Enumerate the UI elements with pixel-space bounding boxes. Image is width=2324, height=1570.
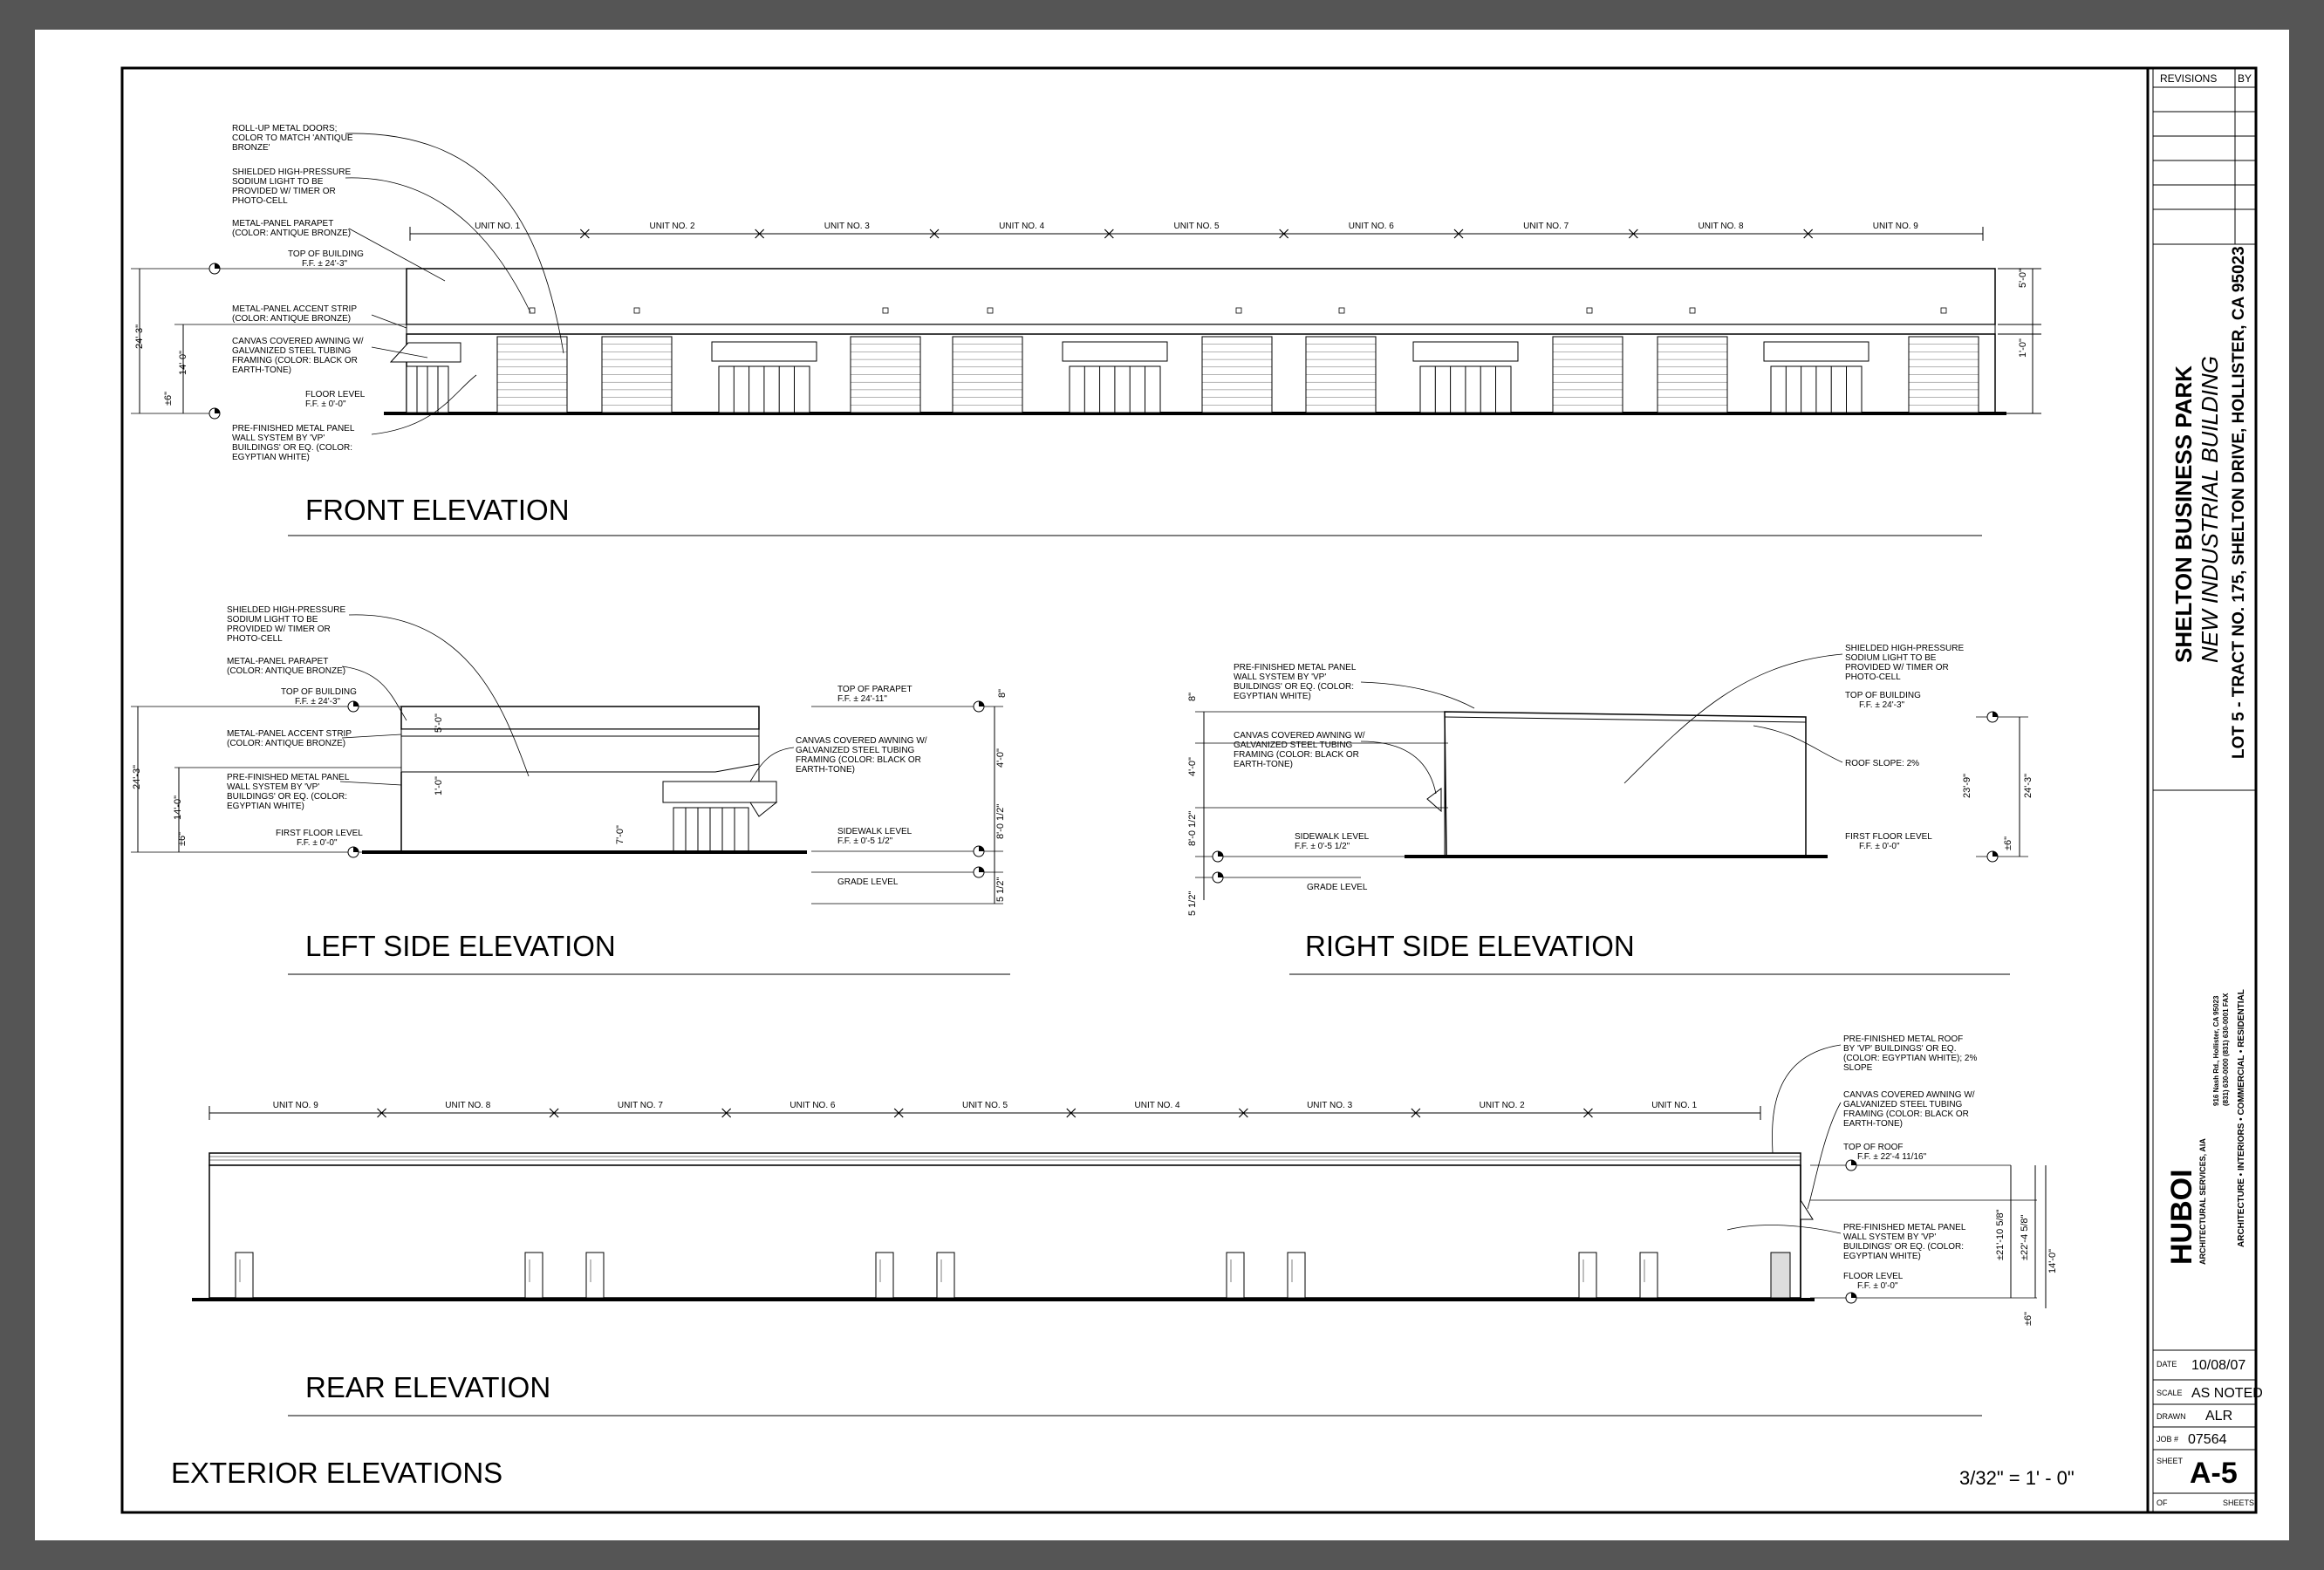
unit-label: UNIT NO. 3 (824, 222, 870, 231)
svg-text:TOP OF ROOF: TOP OF ROOF (1843, 1143, 1904, 1152)
svg-text:ROLL-UP METAL DOORS; (232, 124, 337, 133)
svg-text:SHIELDED HIGH-PRESSURE (232, 167, 351, 177)
svg-text:TOP OF BUILDING (288, 249, 364, 259)
note-wall-2: WALL SYSTEM BY 'VP' (232, 433, 325, 443)
svg-text:BUILDINGS' OR EQ. (COLOR:: BUILDINGS' OR EQ. (COLOR: (1843, 1242, 1965, 1252)
unit-label: UNIT NO. 1 (1651, 1101, 1698, 1110)
svg-text:F.F. ± 0'-5 1/2": F.F. ± 0'-5 1/2" (1295, 842, 1350, 851)
note-doors-3: BRONZE' (232, 143, 270, 153)
unit-label: UNIT NO. 2 (649, 222, 695, 231)
svg-text:WALL SYSTEM BY 'VP': WALL SYSTEM BY 'VP' (227, 782, 320, 792)
svg-text:GALVANIZED STEEL TUBING (232, 346, 352, 356)
drawn-label: DRAWN (2157, 1412, 2186, 1421)
svg-text:±6": ±6" (2003, 836, 2013, 850)
scale-label: SCALE (2157, 1389, 2183, 1397)
svg-text:7'-0": 7'-0" (615, 825, 625, 844)
svg-text:5 1/2": 5 1/2" (1187, 891, 1198, 916)
dim-24-3: 24'-3" (134, 324, 145, 349)
svg-text:TOP OF PARAPET: TOP OF PARAPET (837, 685, 913, 694)
firm-address: 916 Nash Rd., Hollister, CA 95023 (2212, 995, 2220, 1106)
svg-text:METAL-PANEL PARAPET: METAL-PANEL PARAPET (227, 657, 329, 666)
job-value: 07564 (2188, 1432, 2227, 1447)
svg-text:SODIUM LIGHT TO BE: SODIUM LIGHT TO BE (227, 615, 318, 625)
svg-text:GRADE LEVEL: GRADE LEVEL (1307, 883, 1368, 892)
note-wall-4: EGYPTIAN WHITE) (232, 453, 310, 462)
project-subtitle: NEW INDUSTRIAL BUILDING (2197, 355, 2223, 663)
unit-label: UNIT NO. 1 (475, 222, 521, 231)
revisions-by: BY (2238, 72, 2252, 85)
svg-text:1'-0": 1'-0" (434, 776, 444, 795)
svg-text:GALVANIZED STEEL TUBING: GALVANIZED STEEL TUBING (1843, 1100, 1963, 1109)
svg-text:FLOOR LEVEL: FLOOR LEVEL (1843, 1272, 1904, 1281)
date-value: 10/08/07 (2191, 1358, 2246, 1373)
svg-text:FRAMING (COLOR: BLACK OR: FRAMING (COLOR: BLACK OR (796, 755, 921, 765)
unit-label: UNIT NO. 7 (1523, 222, 1569, 231)
note-parapet-2: (COLOR: ANTIQUE BRONZE) (232, 229, 352, 238)
firm-phone: (831) 630-0000 (831) 630-0001 FAX (2222, 993, 2230, 1106)
note-awning-1: CANVAS COVERED AWNING W/ (232, 337, 364, 346)
svg-text:EARTH-TONE): EARTH-TONE) (1843, 1119, 1903, 1129)
svg-text:SODIUM LIGHT TO BE: SODIUM LIGHT TO BE (1845, 653, 1937, 663)
svg-text:4'-0": 4'-0" (995, 748, 1006, 768)
svg-text:PHOTO-CELL (232, 196, 288, 206)
note-awning-4: EARTH-TONE) (232, 365, 291, 375)
svg-text:SIDEWALK LEVEL: SIDEWALK LEVEL (1295, 832, 1370, 842)
svg-text:24'-3": 24'-3" (132, 764, 142, 789)
svg-text:±21'-10 5/8": ±21'-10 5/8" (1995, 1209, 2006, 1260)
svg-text:PHOTO-CELL: PHOTO-CELL (227, 634, 283, 644)
svg-text:EARTH-TONE): EARTH-TONE) (796, 765, 855, 775)
svg-text:F.F. ± 22'-4 11/16": F.F. ± 22'-4 11/16" (1857, 1152, 1927, 1162)
sheet-scale: 3/32" = 1' - 0" (1959, 1467, 2075, 1489)
svg-text:PRE-FINISHED METAL PANEL: PRE-FINISHED METAL PANEL (1234, 663, 1357, 672)
svg-text:8": 8" (997, 688, 1008, 698)
sheet-label: SHEET (2157, 1457, 2184, 1465)
svg-text:±22'-4 5/8": ±22'-4 5/8" (2020, 1214, 2030, 1260)
svg-text:4'-0": 4'-0" (1187, 757, 1198, 776)
note-doors-2: COLOR TO MATCH 'ANTIQUE (232, 133, 353, 143)
svg-text:14'-0": 14'-0" (173, 795, 183, 820)
note-accent-2: (COLOR: ANTIQUE BRONZE) (232, 314, 352, 324)
of-label: OF (2157, 1498, 2168, 1507)
svg-text:8": 8" (1187, 692, 1198, 701)
svg-text:F.F. ± 24'-3" (302, 259, 348, 269)
svg-text:±6": ±6" (2023, 1311, 2034, 1326)
svg-text:BRONZE' (232, 143, 270, 153)
date-label: DATE (2157, 1360, 2177, 1369)
svg-text:PROVIDED W/ TIMER OR: PROVIDED W/ TIMER OR (1845, 663, 1949, 672)
firm-disciplines: ARCHITECTURE • INTERIORS • COMMERCIAL • RESIDENTIAL (2237, 989, 2246, 1247)
svg-text:(COLOR: ANTIQUE BRONZE): (COLOR: ANTIQUE BRONZE) (227, 739, 346, 748)
svg-text:WALL SYSTEM BY 'VP': WALL SYSTEM BY 'VP' (1843, 1232, 1937, 1242)
svg-text:F.F. ± 24'-3": F.F. ± 24'-3" (295, 697, 341, 706)
svg-text:14'-0": 14'-0" (2047, 1248, 2058, 1273)
unit-label: UNIT NO. 3 (1307, 1101, 1353, 1110)
svg-text:FIRST FLOOR LEVEL: FIRST FLOOR LEVEL (1845, 832, 1932, 842)
svg-text:BUILDINGS' OR EQ. (COLOR:: BUILDINGS' OR EQ. (COLOR: (1234, 682, 1355, 692)
unit-label: UNIT NO. 7 (617, 1101, 663, 1110)
svg-text:SHIELDED HIGH-PRESSURE: SHIELDED HIGH-PRESSURE (227, 605, 346, 615)
svg-text:WALL SYSTEM BY 'VP' (232, 433, 325, 443)
right-elevation-title: RIGHT SIDE ELEVATION (1305, 930, 1635, 962)
left-side-elevation (131, 605, 1010, 974)
svg-text:F.F. ± 0'-0" (305, 399, 346, 409)
svg-text:F.F. ± 0'-0": F.F. ± 0'-0" (1859, 842, 1900, 851)
svg-text:METAL-PANEL PARAPET (232, 219, 333, 229)
svg-text:F.F. ± 0'-0": F.F. ± 0'-0" (297, 838, 338, 848)
front-elevation (131, 124, 2041, 536)
svg-text:PRE-FINISHED METAL PANEL: PRE-FINISHED METAL PANEL (227, 773, 350, 782)
svg-text:(COLOR: ANTIQUE BRONZE): (COLOR: ANTIQUE BRONZE) (227, 666, 346, 676)
unit-label: UNIT NO. 9 (272, 1101, 318, 1110)
sheet-number: A-5 (2190, 1457, 2238, 1490)
title-block (2153, 68, 2263, 1507)
svg-text:METAL-PANEL ACCENT STRIP: METAL-PANEL ACCENT STRIP (227, 729, 352, 739)
svg-text:FLOOR LEVEL (305, 390, 366, 399)
svg-text:SODIUM LIGHT TO BE (232, 177, 324, 187)
unit-label: UNIT NO. 6 (1348, 222, 1394, 231)
note-parapet-1: METAL-PANEL PARAPET (232, 219, 334, 229)
dim-6: ±6" (163, 391, 174, 406)
svg-text:F.F. ± 0'-0": F.F. ± 0'-0" (1857, 1281, 1898, 1291)
svg-text:ROOF SLOPE: 2%: ROOF SLOPE: 2% (1845, 759, 1920, 768)
svg-text:FIRST FLOOR LEVEL: FIRST FLOOR LEVEL (276, 829, 363, 838)
unit-label: UNIT NO. 5 (961, 1101, 1008, 1110)
scale-value: AS NOTED (2191, 1386, 2263, 1401)
svg-text:TOP OF BUILDING: TOP OF BUILDING (1845, 691, 1921, 700)
svg-text:EGYPTIAN WHITE) (232, 453, 310, 462)
note-doors-1: ROLL-UP METAL DOORS; (232, 124, 338, 133)
svg-text:GALVANIZED STEEL TUBING: GALVANIZED STEEL TUBING (1234, 741, 1353, 750)
svg-text:F.F. ± 24'-11": F.F. ± 24'-11" (837, 694, 887, 704)
project-address: LOT 5 - TRACT NO. 175, SHELTON DRIVE, HOLLISTER, CA 95023 (2230, 246, 2248, 759)
svg-text:5'-0": 5'-0" (434, 713, 444, 733)
svg-text:(COLOR: ANTIQUE BRONZE) (232, 314, 351, 324)
svg-text:PROVIDED W/ TIMER OR: PROVIDED W/ TIMER OR (227, 625, 331, 634)
left-elevation-title: LEFT SIDE ELEVATION (305, 930, 616, 962)
note-light-4: PHOTO-CELL (232, 196, 288, 206)
unit-label: UNIT NO. 4 (1134, 1101, 1180, 1110)
dim-14-0: 14'-0" (178, 350, 188, 375)
svg-text:24'-3": 24'-3" (2023, 773, 2034, 798)
svg-text:PRE-FINISHED METAL PANEL (232, 424, 355, 433)
svg-text:5 1/2": 5 1/2" (995, 877, 1006, 902)
svg-text:PRE-FINISHED METAL PANEL: PRE-FINISHED METAL PANEL (1843, 1223, 1966, 1232)
revisions-header: REVISIONS (2160, 72, 2218, 85)
svg-text:GRADE LEVEL: GRADE LEVEL (837, 877, 899, 887)
svg-text:GALVANIZED STEEL TUBING: GALVANIZED STEEL TUBING (796, 746, 915, 755)
svg-text:F.F. ± 0'-5 1/2": F.F. ± 0'-5 1/2" (837, 836, 893, 846)
svg-text:SHIELDED HIGH-PRESSURE: SHIELDED HIGH-PRESSURE (1845, 644, 1965, 653)
svg-text:COLOR TO MATCH 'ANTIQUE (232, 133, 353, 143)
sheets-label: SHEETS (2223, 1498, 2255, 1507)
svg-text:FRAMING (COLOR: BLACK OR: FRAMING (COLOR: BLACK OR (1234, 750, 1359, 760)
unit-label: UNIT NO. 8 (1698, 222, 1744, 231)
note-awning-2: GALVANIZED STEEL TUBING (232, 346, 352, 356)
svg-text:(COLOR: EGYPTIAN WHITE); 2%: (COLOR: EGYPTIAN WHITE); 2% (1843, 1054, 1978, 1063)
firm-name: HUBOI (2165, 1169, 2198, 1265)
job-label: JOB # (2157, 1435, 2179, 1444)
note-awning-3: FRAMING (COLOR: BLACK OR (232, 356, 358, 365)
unit-label: UNIT NO. 6 (789, 1101, 836, 1110)
svg-text:8'-0 1/2": 8'-0 1/2" (1187, 810, 1198, 846)
note-light-3: PROVIDED W/ TIMER OR (232, 187, 336, 196)
note-light-2: SODIUM LIGHT TO BE (232, 177, 324, 187)
unit-label: UNIT NO. 9 (1872, 222, 1918, 231)
svg-text:23'-9": 23'-9" (1962, 773, 1972, 798)
svg-text:EGYPTIAN WHITE): EGYPTIAN WHITE) (1234, 692, 1311, 701)
svg-text:BUILDINGS' OR EQ. (COLOR:: BUILDINGS' OR EQ. (COLOR: (227, 792, 348, 802)
svg-text:FRAMING (COLOR: BLACK OR: FRAMING (COLOR: BLACK OR (1843, 1109, 1969, 1119)
svg-text:SLOPE: SLOPE (1843, 1063, 1873, 1073)
note-floor-1: FLOOR LEVEL (305, 390, 366, 399)
svg-text:PHOTO-CELL: PHOTO-CELL (1845, 672, 1901, 682)
note-topbldg-1: TOP OF BUILDING (288, 249, 364, 259)
svg-text:(COLOR: ANTIQUE BRONZE) (232, 229, 351, 238)
note-floor-2: F.F. ± 0'-0" (305, 399, 346, 409)
svg-text:EGYPTIAN WHITE): EGYPTIAN WHITE) (1843, 1252, 1921, 1261)
svg-text:METAL-PANEL ACCENT STRIP (232, 304, 357, 314)
svg-text:CANVAS COVERED AWNING W/ (232, 337, 364, 346)
unit-label: UNIT NO. 5 (1173, 222, 1220, 231)
dim-1-0: 1'-0" (2018, 338, 2028, 358)
svg-text:EGYPTIAN WHITE): EGYPTIAN WHITE) (227, 802, 304, 811)
svg-text:WALL SYSTEM BY 'VP': WALL SYSTEM BY 'VP' (1234, 672, 1327, 682)
project-name: SHELTON BUSINESS PARK (2170, 365, 2197, 663)
svg-text:PROVIDED W/ TIMER OR (232, 187, 336, 196)
rear-elevation (192, 1034, 2058, 1416)
svg-text:TOP OF BUILDING: TOP OF BUILDING (281, 687, 357, 697)
note-wall-3: BUILDINGS' OR EQ. (COLOR: (232, 443, 353, 453)
note-light-1: SHIELDED HIGH-PRESSURE (232, 167, 352, 177)
unit-label: UNIT NO. 8 (445, 1101, 491, 1110)
front-elevation-title: FRONT ELEVATION (305, 494, 570, 526)
firm-tagline: ARCHITECTURAL SERVICES, AIA (2198, 1138, 2207, 1265)
svg-text:±6": ±6" (177, 831, 188, 846)
svg-text:SIDEWALK LEVEL: SIDEWALK LEVEL (837, 827, 913, 836)
sheet-title: EXTERIOR ELEVATIONS (171, 1457, 503, 1489)
svg-text:CANVAS COVERED AWNING W/: CANVAS COVERED AWNING W/ (1234, 731, 1365, 741)
svg-text:BUILDINGS' OR EQ. (COLOR: (232, 443, 352, 453)
unit-label: UNIT NO. 4 (999, 222, 1045, 231)
svg-text:PRE-FINISHED METAL ROOF: PRE-FINISHED METAL ROOF (1843, 1034, 1964, 1044)
svg-text:8'-0 1/2": 8'-0 1/2" (995, 803, 1006, 839)
svg-text:FRAMING (COLOR: BLACK OR (232, 356, 358, 365)
note-topbldg-2: F.F. ± 24'-3" (302, 259, 348, 269)
dim-5-0: 5'-0" (2018, 269, 2028, 288)
right-side-elevation (1187, 644, 2034, 974)
note-wall-1: PRE-FINISHED METAL PANEL (232, 424, 355, 433)
svg-text:CANVAS COVERED AWNING W/: CANVAS COVERED AWNING W/ (796, 736, 927, 746)
svg-text:BY 'VP' BUILDINGS' OR EQ.: BY 'VP' BUILDINGS' OR EQ. (1843, 1044, 1957, 1054)
svg-text:EARTH-TONE): EARTH-TONE) (1234, 760, 1293, 769)
unit-label: UNIT NO. 2 (1479, 1101, 1525, 1110)
drawn-value: ALR (2205, 1409, 2233, 1423)
svg-text:CANVAS COVERED AWNING W/: CANVAS COVERED AWNING W/ (1843, 1090, 1975, 1100)
svg-text:EARTH-TONE) (232, 365, 291, 375)
svg-text:F.F. ± 24'-3": F.F. ± 24'-3" (1859, 700, 1905, 710)
note-accent-1: METAL-PANEL ACCENT STRIP (232, 304, 357, 314)
rear-elevation-title: REAR ELEVATION (305, 1371, 551, 1403)
